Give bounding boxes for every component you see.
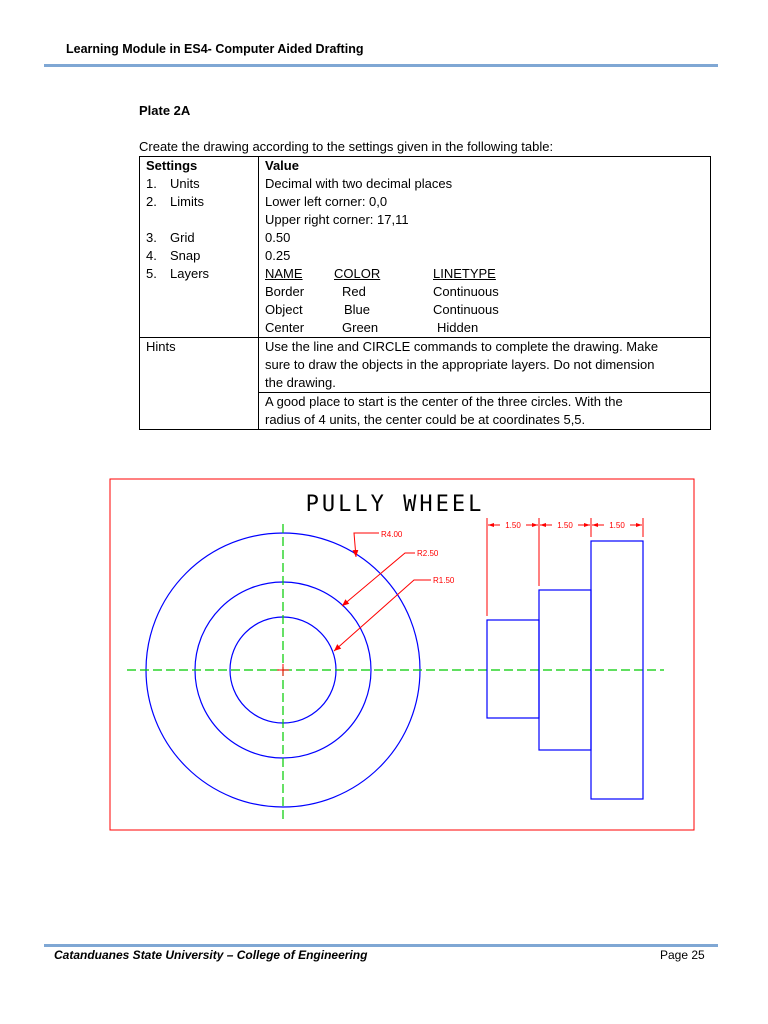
value-column (259, 157, 711, 338)
setting-snap: 4. Snap (146, 248, 201, 263)
setting-grid: 3. Grid (146, 230, 195, 245)
footer-page-number: Page 25 (660, 948, 705, 962)
dim-label-3: 1.50 (609, 521, 625, 530)
dim-label-1: 1.50 (505, 521, 521, 530)
hint-1: Use the line and CIRCLE commands to complete the drawing. Make sure to draw the objects in the appropriate layers. Do not dimension the drawing. (259, 338, 711, 393)
value-header: Value (265, 158, 299, 173)
settings-column (140, 157, 259, 338)
value-units: Decimal with two decimal places (265, 176, 453, 191)
module-header-title: Learning Module in ES4- Computer Aided Drafting (66, 42, 364, 56)
label-r2-5: R2.50 (417, 549, 439, 558)
layer-row-center: Center Green Hidden (265, 320, 479, 335)
dim-label-2: 1.50 (557, 521, 573, 530)
leader-r2-5 (342, 553, 415, 606)
drawing-title: PULLY WHEEL (305, 492, 485, 517)
hub-section (487, 620, 539, 718)
setting-layers: 5. Layers (146, 266, 210, 281)
layer-header-row: NAME COLOR LINETYPE (265, 266, 496, 281)
setting-limits: 2. Limits (146, 194, 204, 209)
pully-wheel-drawing (109, 478, 695, 831)
value-grid: 0.50 (265, 230, 291, 245)
value-limits-upper: Upper right corner: 17,11 (265, 212, 409, 227)
footer-institution: Catanduanes State University – College of Engineering (54, 948, 368, 962)
layer-row-border: Border Red Continuous (265, 284, 499, 299)
footer-rule (44, 944, 718, 947)
settings-table-body (140, 157, 711, 338)
setting-units: 1. Units (146, 176, 200, 191)
header-rule (44, 64, 718, 67)
hint-2: A good place to start is the center of the three circles. With the radius of 4 units, the center could be at coordinates 5,5. (259, 393, 711, 430)
hints-label: Hints (140, 338, 259, 430)
label-r4: R4.00 (381, 530, 403, 539)
plate-intro: Create the drawing according to the settings given in the following table: (139, 139, 554, 154)
value-limits-lower: Lower left corner: 0,0 (265, 194, 388, 209)
settings-header: Settings (146, 158, 198, 173)
layer-row-object: Object Blue Continuous (265, 302, 499, 317)
settings-table (139, 156, 711, 430)
label-r1-5: R1.50 (433, 576, 455, 585)
plate-title: Plate 2A (139, 103, 191, 118)
leader-r4 (354, 533, 379, 557)
value-snap: 0.25 (265, 248, 291, 263)
hints-row-1 (140, 338, 711, 393)
